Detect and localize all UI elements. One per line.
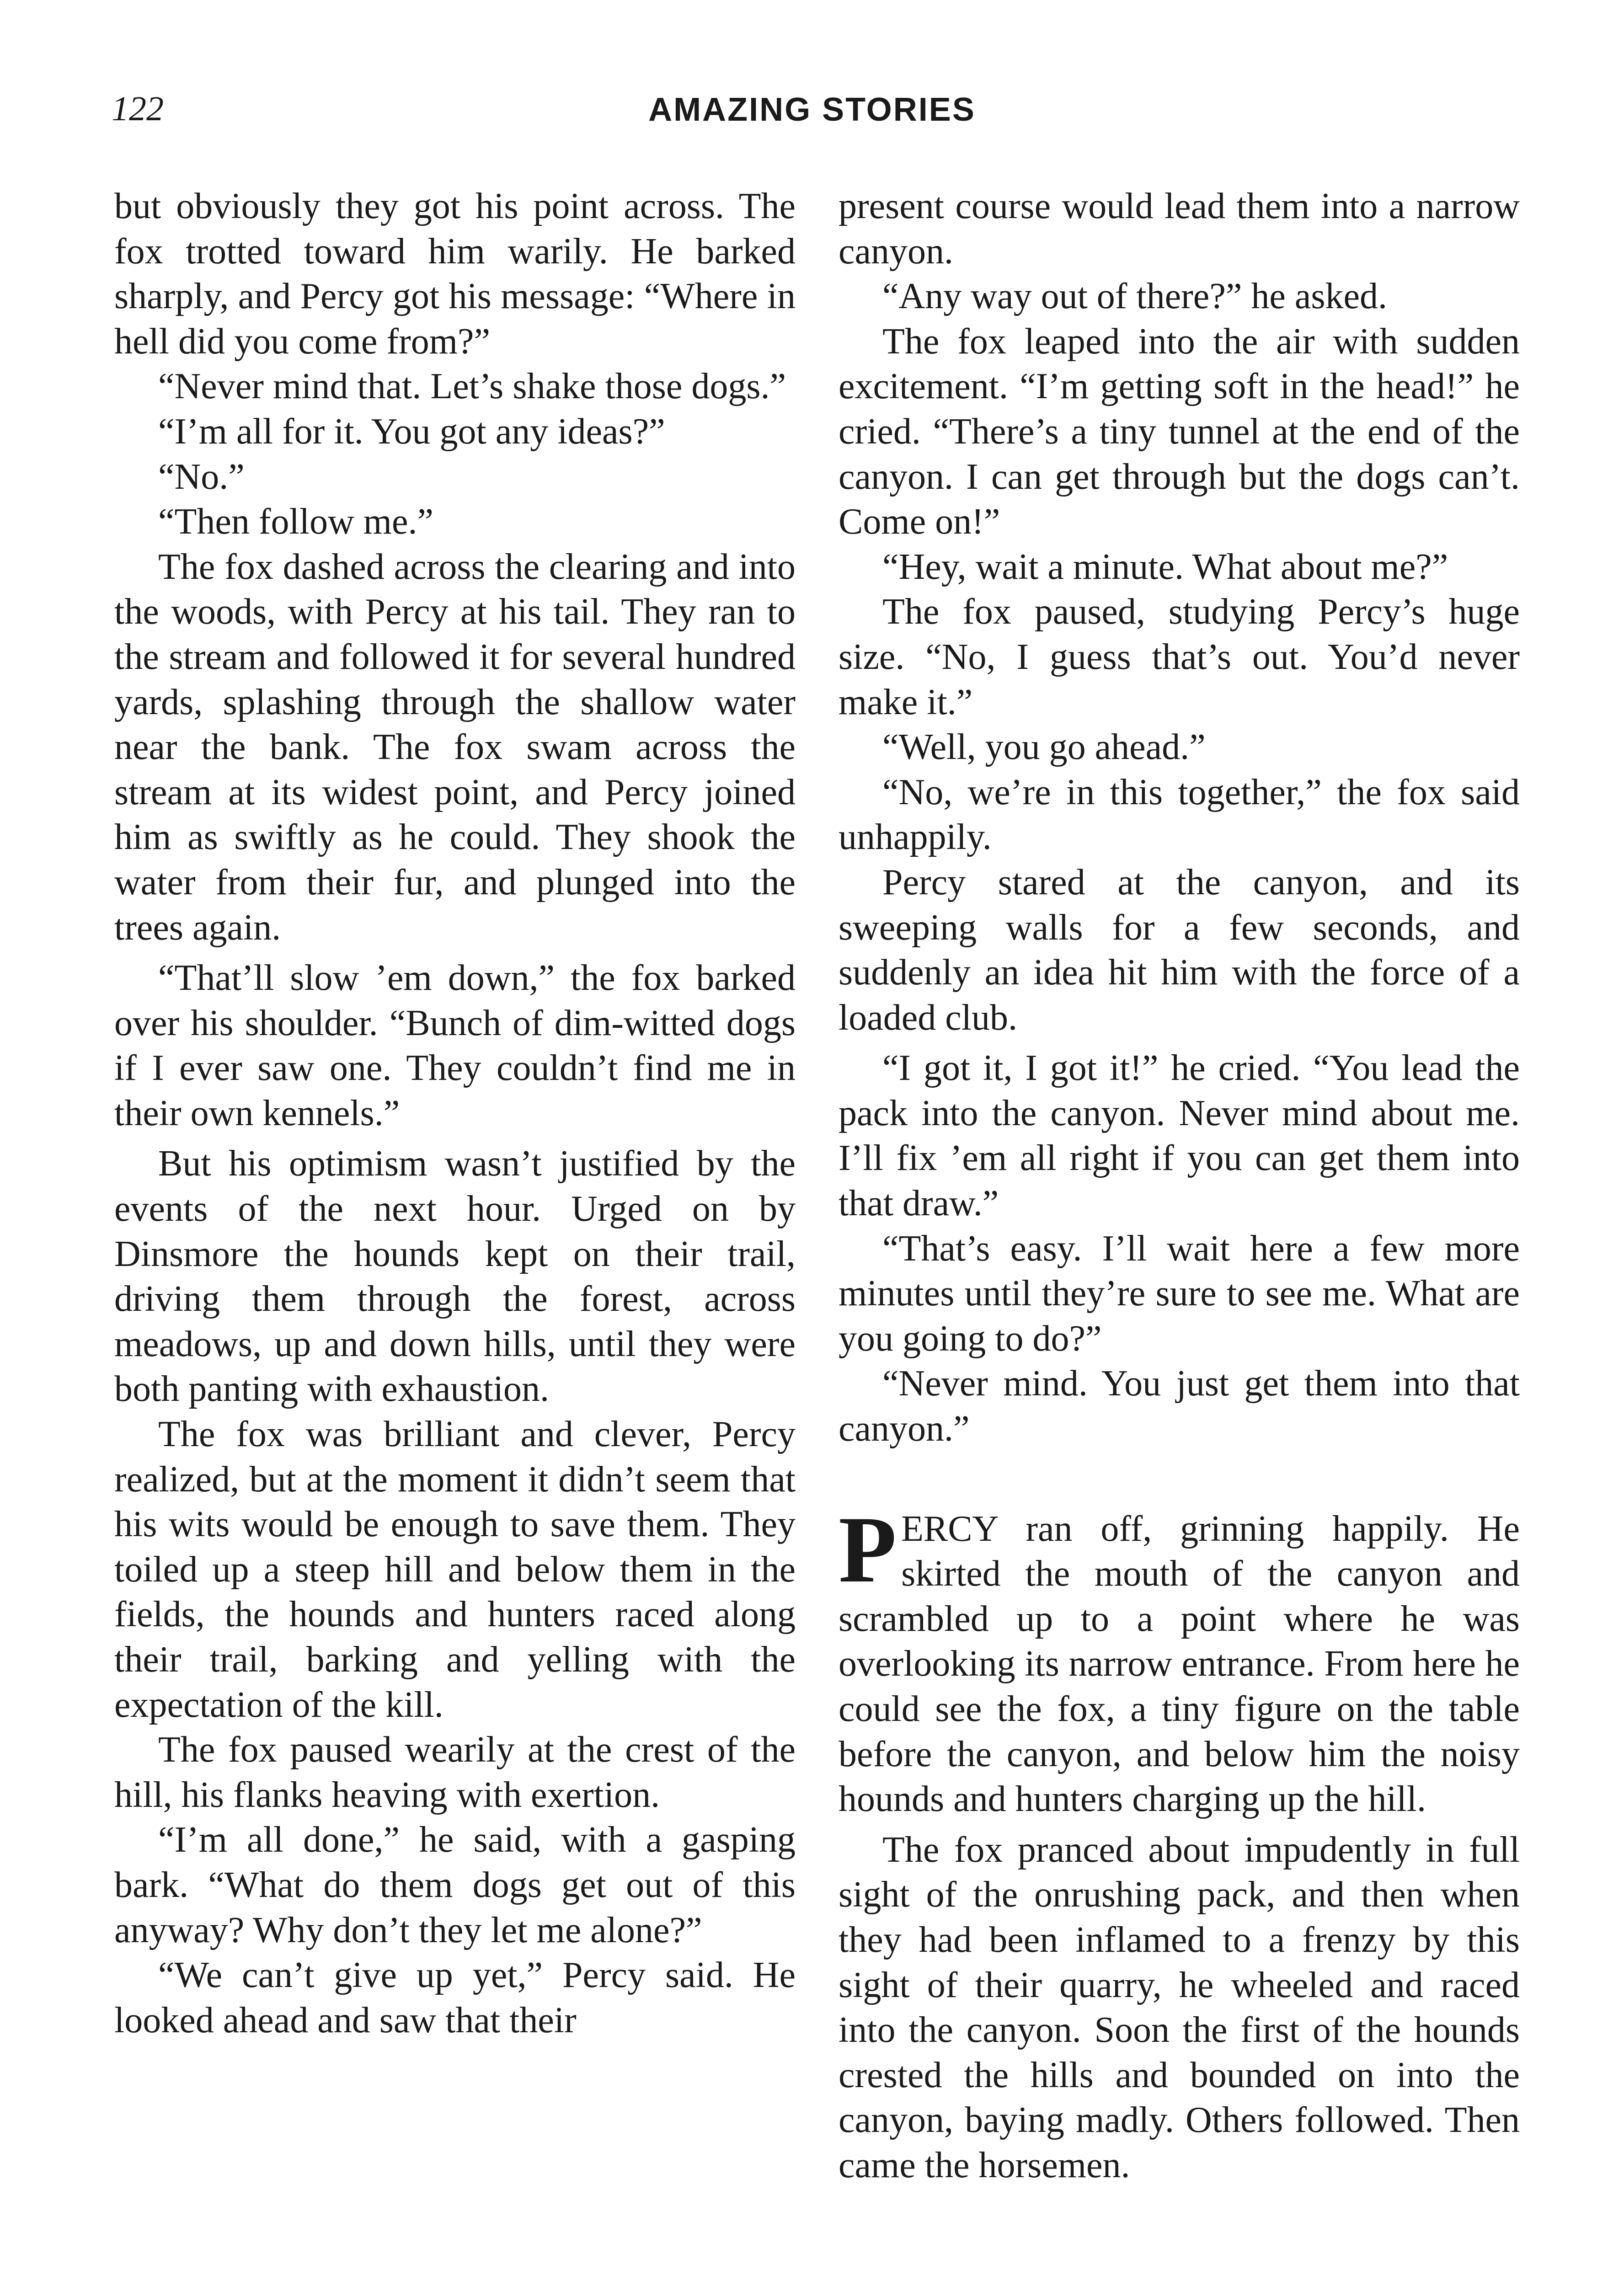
paragraph: “Never mind that. Let’s shake those dogs.” <box>158 366 786 407</box>
paragraph: “I got it, I got it!” he cried. “You lead the pack into the canyon. Never mind about me. I’ll fix ’em all right if you can get them into that draw.” <box>839 1048 1520 1224</box>
section-opening-paragraph <box>839 1496 1520 1822</box>
drop-cap: P <box>839 1496 897 1602</box>
paragraph: “Then follow me.” <box>158 502 433 542</box>
right-column <box>839 184 1520 2188</box>
paragraph: The fox leaped into the air with sudden excitement. “I’m getting soft in the head!” he cried. “There’s a tiny tunnel at the end of the canyon. I can get through but the dogs can’t. Come on!” <box>839 321 1520 542</box>
paragraph: “Well, you go ahead.” <box>882 727 1206 768</box>
left-column <box>114 184 796 2043</box>
paragraph: “Never mind. You just get them into that canyon.” <box>839 1363 1520 1449</box>
paragraph: present course would lead them into a narrow canyon. <box>839 186 1520 272</box>
paragraph: But his optimism wasn’t justified by the events of the next hour. Urged on by Dinsmore the hounds kept on their trail, driving them through the forest, across meadows, up and down hills, until they were both panting with exhaustion. <box>114 1143 796 1410</box>
paragraph: The fox dashed across the clearing and into the woods, with Percy at his tail. They ran to the stream and followed it for several hundred yards, splashing through the shallow water near the bank. The fox swam across the stream at its widest point, and Percy joined him as swiftly as he could. They shook the water from their fur, and plunged into the trees again. <box>114 546 796 948</box>
page-number: 122 <box>112 90 164 128</box>
paragraph: “No.” <box>158 456 245 497</box>
paragraph: The fox paused, studying Percy’s huge size. “No, I guess that’s out. You’d never make it.” <box>839 592 1520 722</box>
paragraph-text: ERCY ran off, grinning happily. He skirted the mouth of the canyon and scrambled up to a point where he was overlooking its narrow entrance. From here he could see the fox, a tiny figure on the table before the canyon, and below him the noisy hounds and hunters charging up the hill. <box>839 1508 1520 1820</box>
paragraph: The fox pranced about impudently in full sight of the onrushing pack, and then when they had been inflamed to a frenzy by this sight of their quarry, he wheeled and raced into the canyon. Soon the first of the hounds crested the hills and bounded on into the canyon, baying madly. Others followed. Then came the horsemen. <box>839 1829 1520 2185</box>
paragraph: “Hey, wait a minute. What about me?” <box>882 546 1448 587</box>
paragraph: The fox paused wearily at the crest of the hill, his flanks heaving with exertion. <box>114 1730 796 1815</box>
paragraph: “That’s easy. I’ll wait here a few more minutes until they’re sure to see me. What are you going to do?” <box>839 1228 1520 1359</box>
paragraph: Percy stared at the canyon, and its sweeping walls for a few seconds, and suddenly an idea hit him with the force of a loaded club. <box>839 862 1520 1038</box>
paragraph: “Any way out of there?” he asked. <box>882 276 1387 317</box>
paragraph: “I’m all for it. You got any ideas?” <box>158 411 665 452</box>
paragraph: “We can’t give up yet,” Percy said. He looked ahead and saw that their <box>114 1955 796 2040</box>
paragraph: The fox was brilliant and clever, Percy realized, but at the moment it didn’t seem that his wits would be enough to save them. They toiled up a steep hill and below them in the fields, the hounds and hunters raced along their trail, barking and yelling with the expectation of the kill. <box>114 1414 796 1725</box>
running-title: AMAZING STORIES <box>648 91 976 128</box>
paragraph: “I’m all done,” he said, with a gasping bark. “What do them dogs get out of this anyway? Why don’t they let me alone?” <box>114 1820 796 1950</box>
paragraph: “That’ll slow ’em down,” the fox barked over his shoulder. “Bunch of dim-witted dogs if I ever saw one. They couldn’t find me in their own kennels.” <box>114 958 796 1133</box>
page-header <box>0 0 1624 137</box>
paragraph: “No, we’re in this together,” the fox said unhappily. <box>839 772 1520 858</box>
paragraph: but obviously they got his point across. The fox trotted toward him warily. He barked sharply, and Percy got his message: “Where in hell did you come from?” <box>114 186 796 362</box>
